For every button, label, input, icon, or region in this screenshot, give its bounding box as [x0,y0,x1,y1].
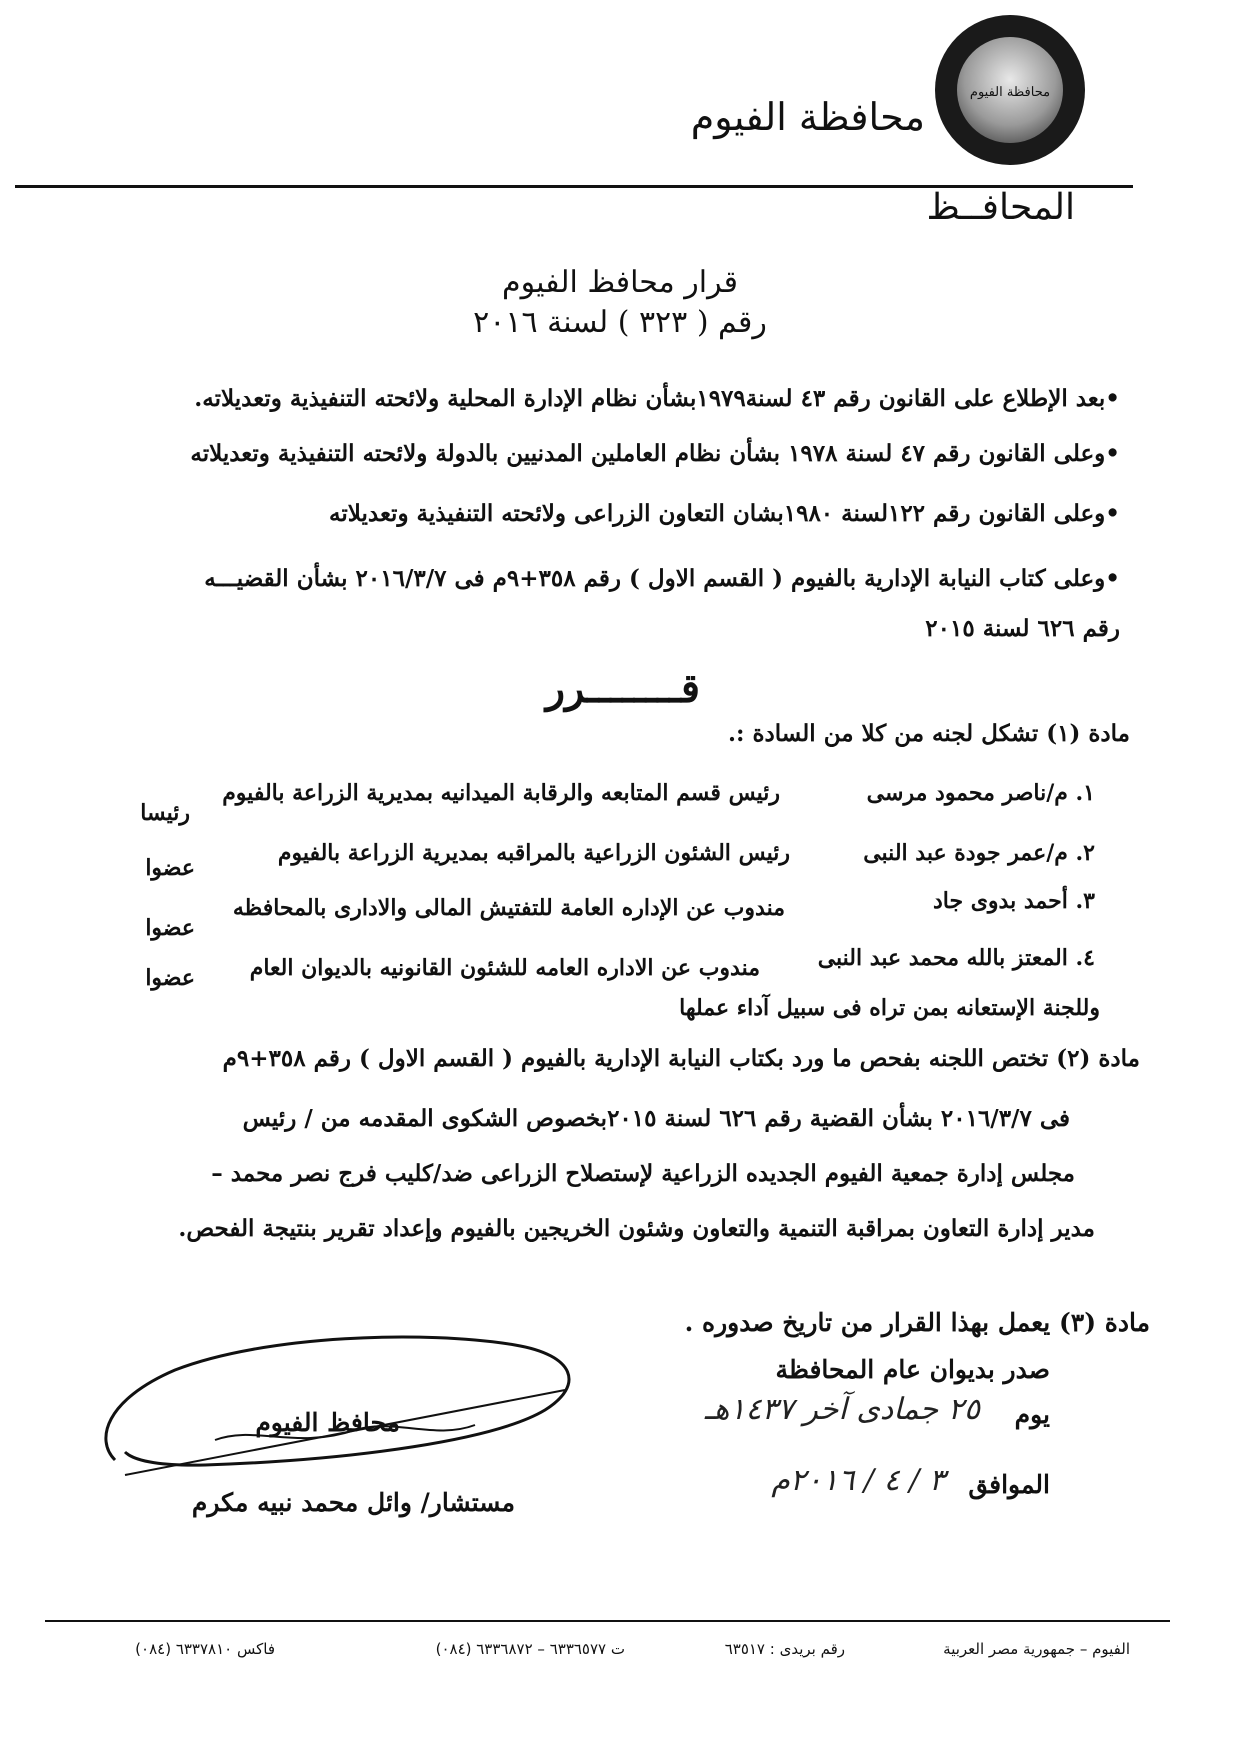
member-role: مندوب عن الإداره العامة للتفتيش المالى والادارى بالمحافظه [232,895,785,921]
hijri-date: ٢٥ جمادى آخر ١٤٣٧هـ [704,1392,980,1427]
footer-phone: ت ٦٣٣٦٥٧٧ – ٦٣٣٦٨٧٢ (٠٨٤) [435,1640,625,1658]
member-role: رئيس الشئون الزراعية بالمراقبه بمديرية الزراعة بالفيوم [277,840,790,866]
member-name: ٤. المعتز بالله محمد عبد النبى [817,945,1095,971]
member-position: عضوا [145,965,195,991]
preamble-line: •وعلى القانون رقم ١٢٢لسنة ١٩٨٠بشان التعاون الزراعى ولائحته التنفيذية وتعديلاته [329,500,1120,527]
preamble-line: رقم ٦٢٦ لسنة ٢٠١٥ [925,615,1120,642]
member-name: ٢. م/عمر جودة عبد النبى [863,840,1095,866]
preamble-line: •وعلى كتاب النيابة الإدارية بالفيوم ( القسم الاول ) رقم ٣٥٨+٩م فى ٢٠١٦/٣/٧ بشأن القضيـــه [204,565,1120,592]
governorate-seal-logo [935,15,1085,165]
gregorian-date: ٣ / ٤ / ٢٠١٦م [771,1463,945,1498]
member-name: ٣. أحمد بدوى جاد [932,888,1095,914]
article-2-line: فى ٢٠١٦/٣/٧ بشأن القضية رقم ٦٢٦ لسنة ٢٠١٥بخصوص الشكوى المقدمه من / رئيس [242,1105,1070,1132]
seal-emblem-icon [957,37,1063,143]
preamble-line: •وعلى القانون رقم ٤٧ لسنة ١٩٧٨ بشأن نظام العاملين المدنيين بالدولة ولائحته التنفيذية وتعديلاته [190,440,1120,467]
decree-title: قرار محافظ الفيوم [502,265,738,300]
preamble-line: •بعد الإطلاع على القانون رقم ٤٣ لسنة١٩٧٩بشأن نظام الإدارة المحلية ولائحته التنفيذية وتعديلاته. [194,385,1120,412]
decided-heading: قــــــــرر [545,665,700,712]
article-3: مادة (٣) يعمل بهذا القرار من تاريخ صدوره . [684,1308,1150,1337]
signature-scribble-icon [95,1330,585,1480]
member-role: مندوب عن الاداره العامه للشئون القانونيه بالديوان العام [249,955,760,981]
member-name: ١. م/ناصر محمود مرسى [866,780,1095,806]
article-1-intro: مادة (١) تشكل لجنه من كلا من السادة :. [727,720,1130,747]
member-role: رئيس قسم المتابعه والرقابة الميدانيه بمديرية الزراعة بالفيوم [222,780,780,806]
seal-text: محافظة الفيوم [969,85,1051,100]
article-2-line: مدير إدارة التعاون بمراقبة التنمية والتعاون وشئون الخريجين بالفيوم وإعداد تقرير بنتيجة الفحص. [178,1215,1095,1242]
signatory-title: محافظ الفيوم [255,1408,400,1437]
article-2-line: مادة (٢) تختص اللجنه بفحص ما ورد بكتاب النيابة الإدارية بالفيوم ( القسم الاول ) رقم ٣٥٨+٩م [222,1045,1140,1072]
footer-postal: رقم بريدى : ٦٣٥١٧ [724,1640,845,1658]
decree-number: رقم ( ٣٢٣ ) لسنة ٢٠١٦ [473,305,767,340]
office-title: المحافــظ [926,187,1075,228]
footer-fax: فاكس ٦٣٣٧٨١٠ (٠٨٤) [135,1640,275,1658]
governorate-name: محافظة الفيوم [690,95,925,139]
article-1-assist: وللجنة الإستعانه بمن تراه فى سبيل آداء عملها [679,995,1100,1021]
member-position: عضوا [145,855,195,881]
footer-divider [45,1620,1170,1622]
signatory-name: مستشار/ وائل محمد نبيه مكرم [191,1488,515,1517]
corresponding-label: الموافق [968,1470,1050,1499]
issued-place: صدر بديوان عام المحافظة [775,1355,1050,1384]
footer-address: الفيوم – جمهورية مصر العربية [943,1640,1130,1658]
hijri-day-label: يوم [1014,1400,1050,1429]
member-position: رئيسا [140,800,190,826]
article-2-line: مجلس إدارة جمعية الفيوم الجديده الزراعية لإستصلاح الزراعى ضد/كليب فرج نصر محمد – [211,1160,1075,1187]
member-position: عضوا [145,915,195,941]
